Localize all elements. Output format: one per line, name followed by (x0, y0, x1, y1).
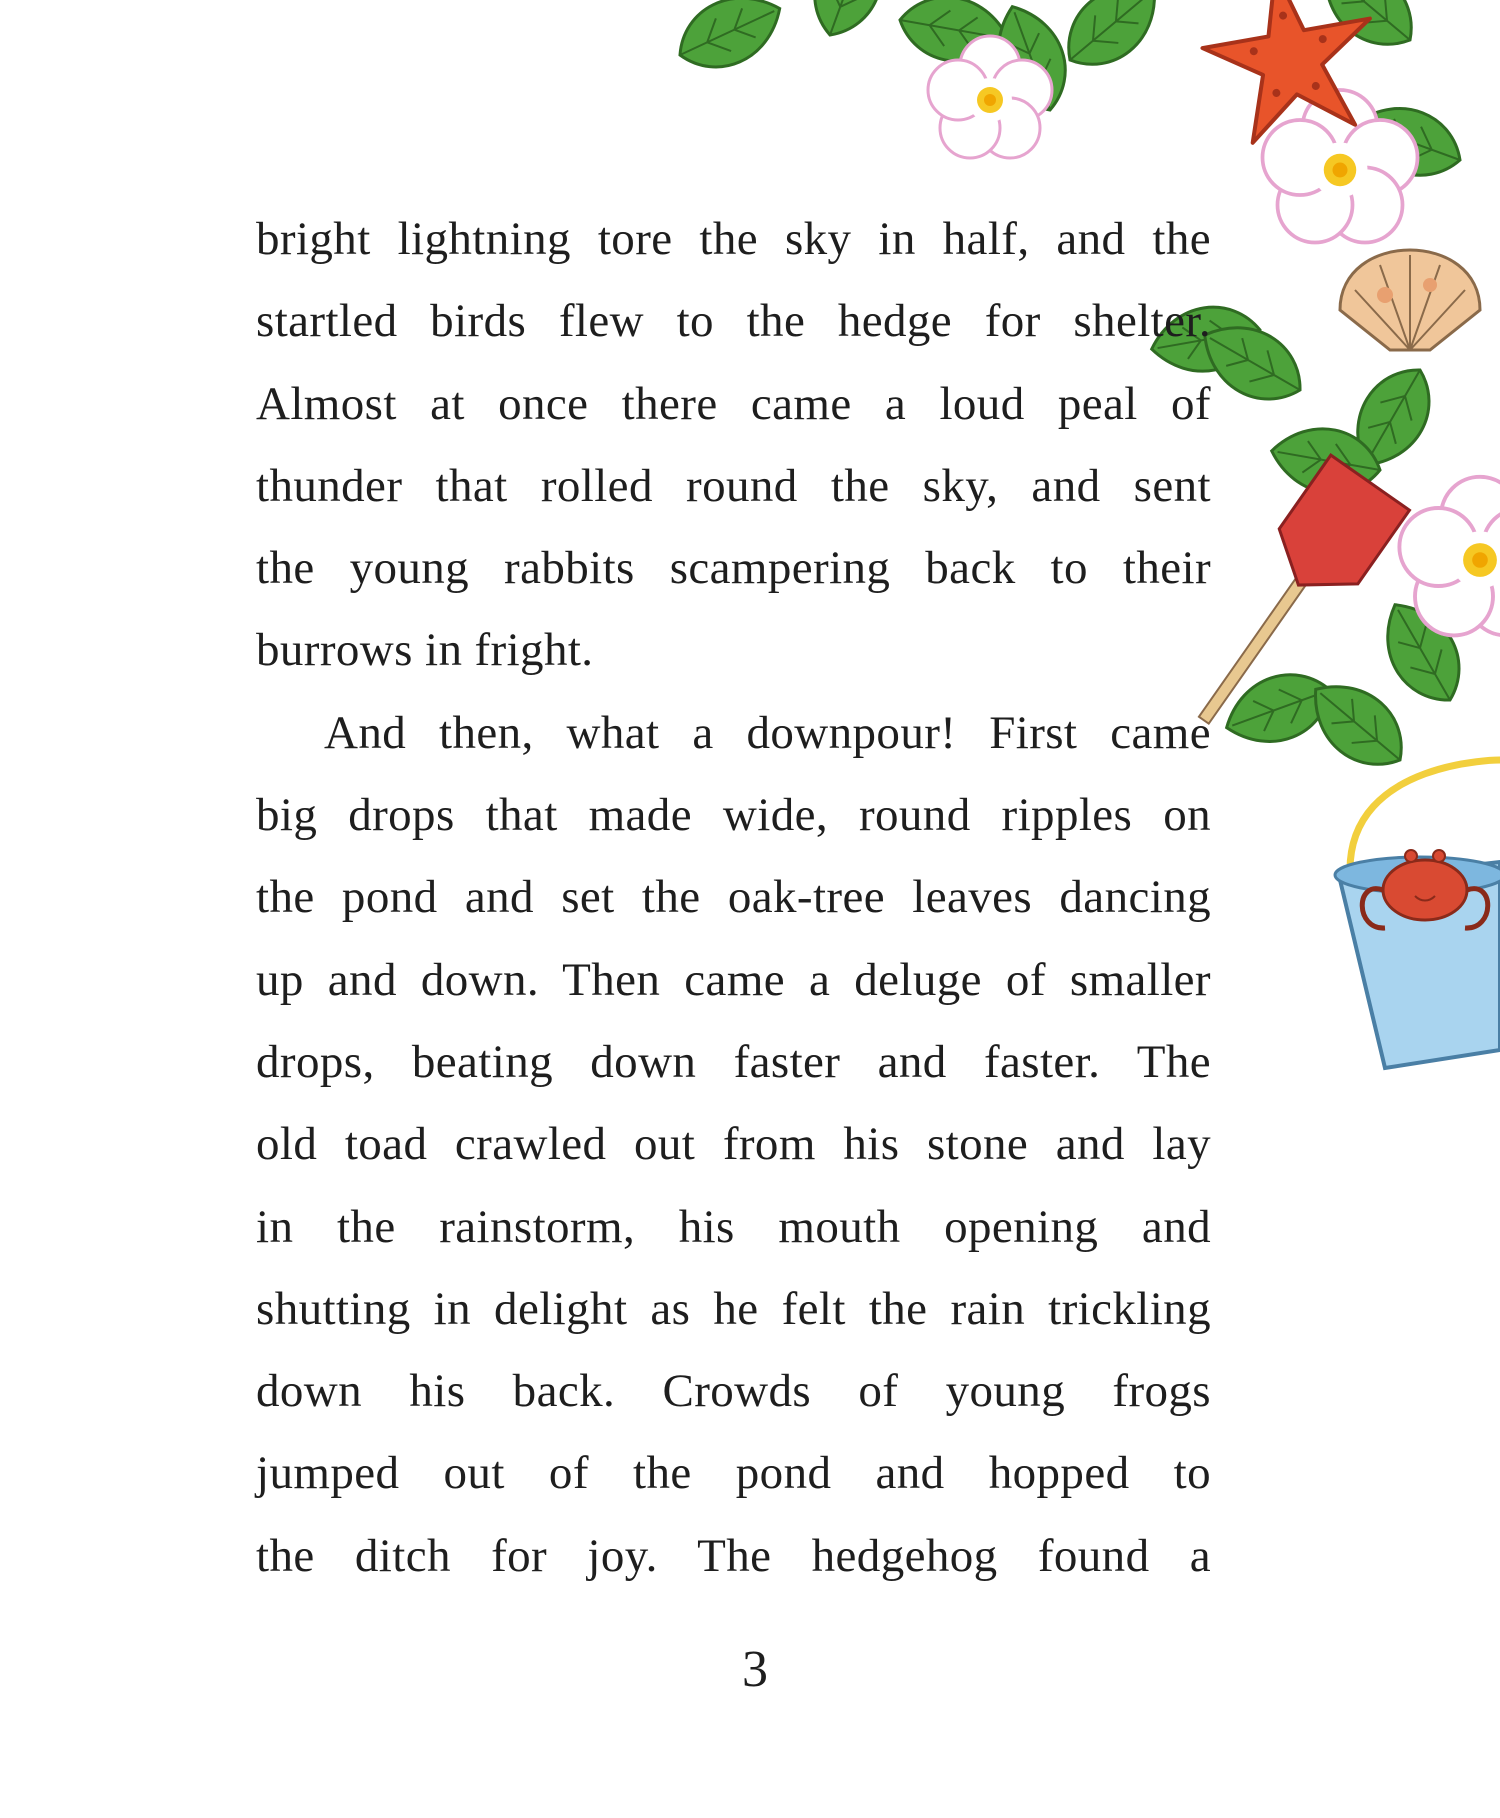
text-line: Almost at once there came a loud peal of (256, 377, 1211, 430)
text-line: the pond and set the oak-tree leaves dancing (256, 871, 1211, 924)
text-line: big drops that made wide, round ripples on (256, 789, 1211, 842)
text-line: startled birds flew to the hedge for shelter. (256, 295, 1211, 348)
text-line: up and down. Then came a deluge of smaller (256, 953, 1211, 1006)
text-line: old toad crawled out from his stone and lay (256, 1118, 1211, 1171)
text-line: bright lightning tore the sky in half, and the (256, 213, 1211, 265)
text-line: in the rainstorm, his mouth opening and (256, 1200, 1211, 1253)
text-line: shutting in delight as he felt the rain trickling (256, 1282, 1211, 1335)
text-line: the ditch for joy. The hedgehog found a (256, 1529, 1211, 1582)
text-line: the young rabbits scampering back to their (256, 542, 1211, 595)
page-number: 3 (742, 1641, 768, 1698)
text-line: thunder that rolled round the sky, and sent (256, 459, 1211, 512)
text-line: burrows in fright. (256, 624, 594, 677)
text-line: down his back. Crowds of young frogs (256, 1365, 1211, 1418)
scallop-shell-icon (1340, 250, 1480, 350)
text-line: jumped out of the pond and hopped to (256, 1447, 1211, 1500)
paragraph-start-line: And then, what a downpour! First came (324, 706, 1211, 759)
story-text (256, 198, 1211, 1597)
text-line: drops, beating down faster and faster. The (256, 1035, 1211, 1088)
